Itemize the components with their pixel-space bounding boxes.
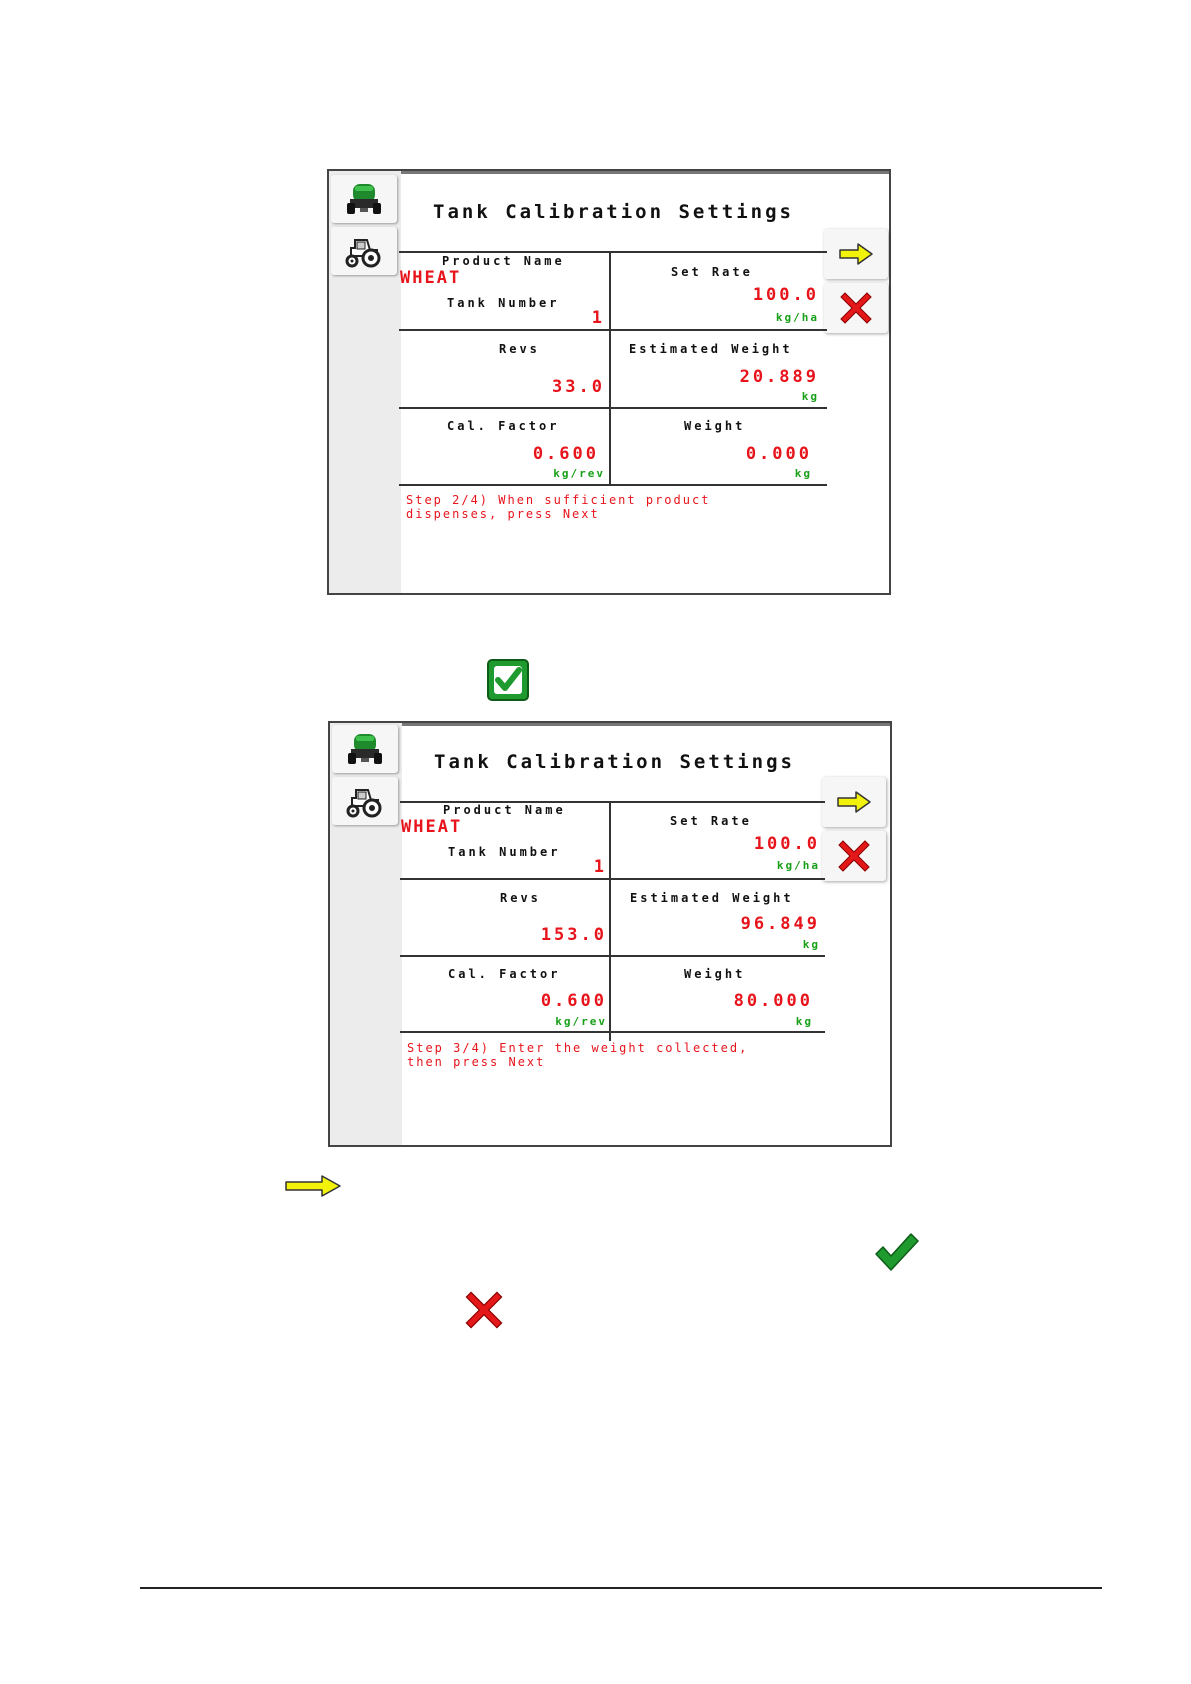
red-x-icon xyxy=(464,1290,504,1330)
weight-label: Weight xyxy=(684,967,746,981)
cal-factor-value[interactable]: 0.600 xyxy=(540,991,607,1011)
grid-line xyxy=(609,251,611,486)
tractor-button[interactable] xyxy=(332,777,398,825)
set-rate-value[interactable]: 100.0 xyxy=(753,834,820,854)
calibration-screen-step-2 xyxy=(327,169,891,595)
screen-title: Tank Calibration Settings xyxy=(434,751,795,773)
weight-value[interactable]: 80.000 xyxy=(733,991,813,1011)
product-name-value[interactable]: WHEAT xyxy=(401,817,463,837)
next-arrow-icon xyxy=(836,790,872,814)
grid-line xyxy=(400,955,825,957)
estimated-weight-unit: kg xyxy=(802,938,820,951)
yellow-arrow-icon xyxy=(284,1174,342,1198)
product-name-label: Product Name xyxy=(443,803,566,817)
cal-factor-unit: kg/rev xyxy=(553,467,605,480)
next-button[interactable] xyxy=(824,229,888,279)
revs-value: 153.0 xyxy=(540,925,607,945)
grid-line xyxy=(399,484,827,486)
next-button[interactable] xyxy=(822,777,886,827)
estimated-weight-label: Estimated Weight xyxy=(629,342,793,356)
green-checkbox-icon xyxy=(487,659,529,701)
cal-factor-label: Cal. Factor xyxy=(448,967,561,981)
product-name-label: Product Name xyxy=(442,254,565,268)
tractor-icon xyxy=(343,234,385,268)
revs-value: 33.0 xyxy=(552,377,605,397)
next-arrow-icon xyxy=(838,242,874,266)
set-rate-value[interactable]: 100.0 xyxy=(752,285,819,305)
product-name-value[interactable]: WHEAT xyxy=(400,268,462,288)
cal-factor-label: Cal. Factor xyxy=(447,419,560,433)
estimated-weight-value: 20.889 xyxy=(739,367,819,387)
weight-unit: kg xyxy=(795,1015,813,1028)
spreader-button[interactable] xyxy=(331,175,397,223)
grid-line xyxy=(609,801,611,1041)
cancel-x-icon xyxy=(837,839,871,873)
top-border xyxy=(330,723,890,726)
cal-factor-value[interactable]: 0.600 xyxy=(532,444,599,464)
revs-label: Revs xyxy=(499,342,540,356)
step-instruction: Step 2/4) When sufficient product dispenses, press Next xyxy=(406,493,711,521)
set-rate-label: Set Rate xyxy=(671,265,753,279)
tank-number-label: Tank Number xyxy=(448,845,561,859)
cal-factor-unit: kg/rev xyxy=(555,1015,607,1028)
grid-line xyxy=(400,1031,825,1033)
set-rate-label: Set Rate xyxy=(670,814,752,828)
calibration-screen-step-3 xyxy=(328,721,892,1147)
cancel-button[interactable] xyxy=(822,831,886,881)
cancel-x-icon xyxy=(839,291,873,325)
set-rate-unit: kg/ha xyxy=(775,311,819,324)
screen-title: Tank Calibration Settings xyxy=(433,201,794,223)
green-checkmark-icon xyxy=(874,1232,920,1272)
estimated-weight-label: Estimated Weight xyxy=(630,891,794,905)
weight-unit: kg xyxy=(794,467,812,480)
weight-label: Weight xyxy=(684,419,746,433)
set-rate-unit: kg/ha xyxy=(776,859,820,872)
estimated-weight-unit: kg xyxy=(801,390,819,403)
grid-line xyxy=(399,329,827,331)
tractor-button[interactable] xyxy=(331,227,397,275)
footer-rule xyxy=(140,1587,1102,1589)
tank-number-label: Tank Number xyxy=(447,296,560,310)
tractor-icon xyxy=(344,784,386,818)
weight-value[interactable]: 0.000 xyxy=(745,444,812,464)
spreader-icon xyxy=(345,731,385,767)
cancel-button[interactable] xyxy=(824,283,888,333)
grid-line xyxy=(400,878,825,880)
step-instruction: Step 3/4) Enter the weight collected, then press Next xyxy=(407,1041,749,1069)
spreader-button[interactable] xyxy=(332,725,398,773)
spreader-icon xyxy=(344,181,384,217)
grid-line xyxy=(399,251,827,253)
top-border xyxy=(329,171,889,174)
grid-line xyxy=(399,407,827,409)
revs-label: Revs xyxy=(500,891,541,905)
tank-number-value[interactable]: 1 xyxy=(593,857,607,877)
estimated-weight-value: 96.849 xyxy=(740,914,820,934)
tank-number-value[interactable]: 1 xyxy=(591,308,605,328)
